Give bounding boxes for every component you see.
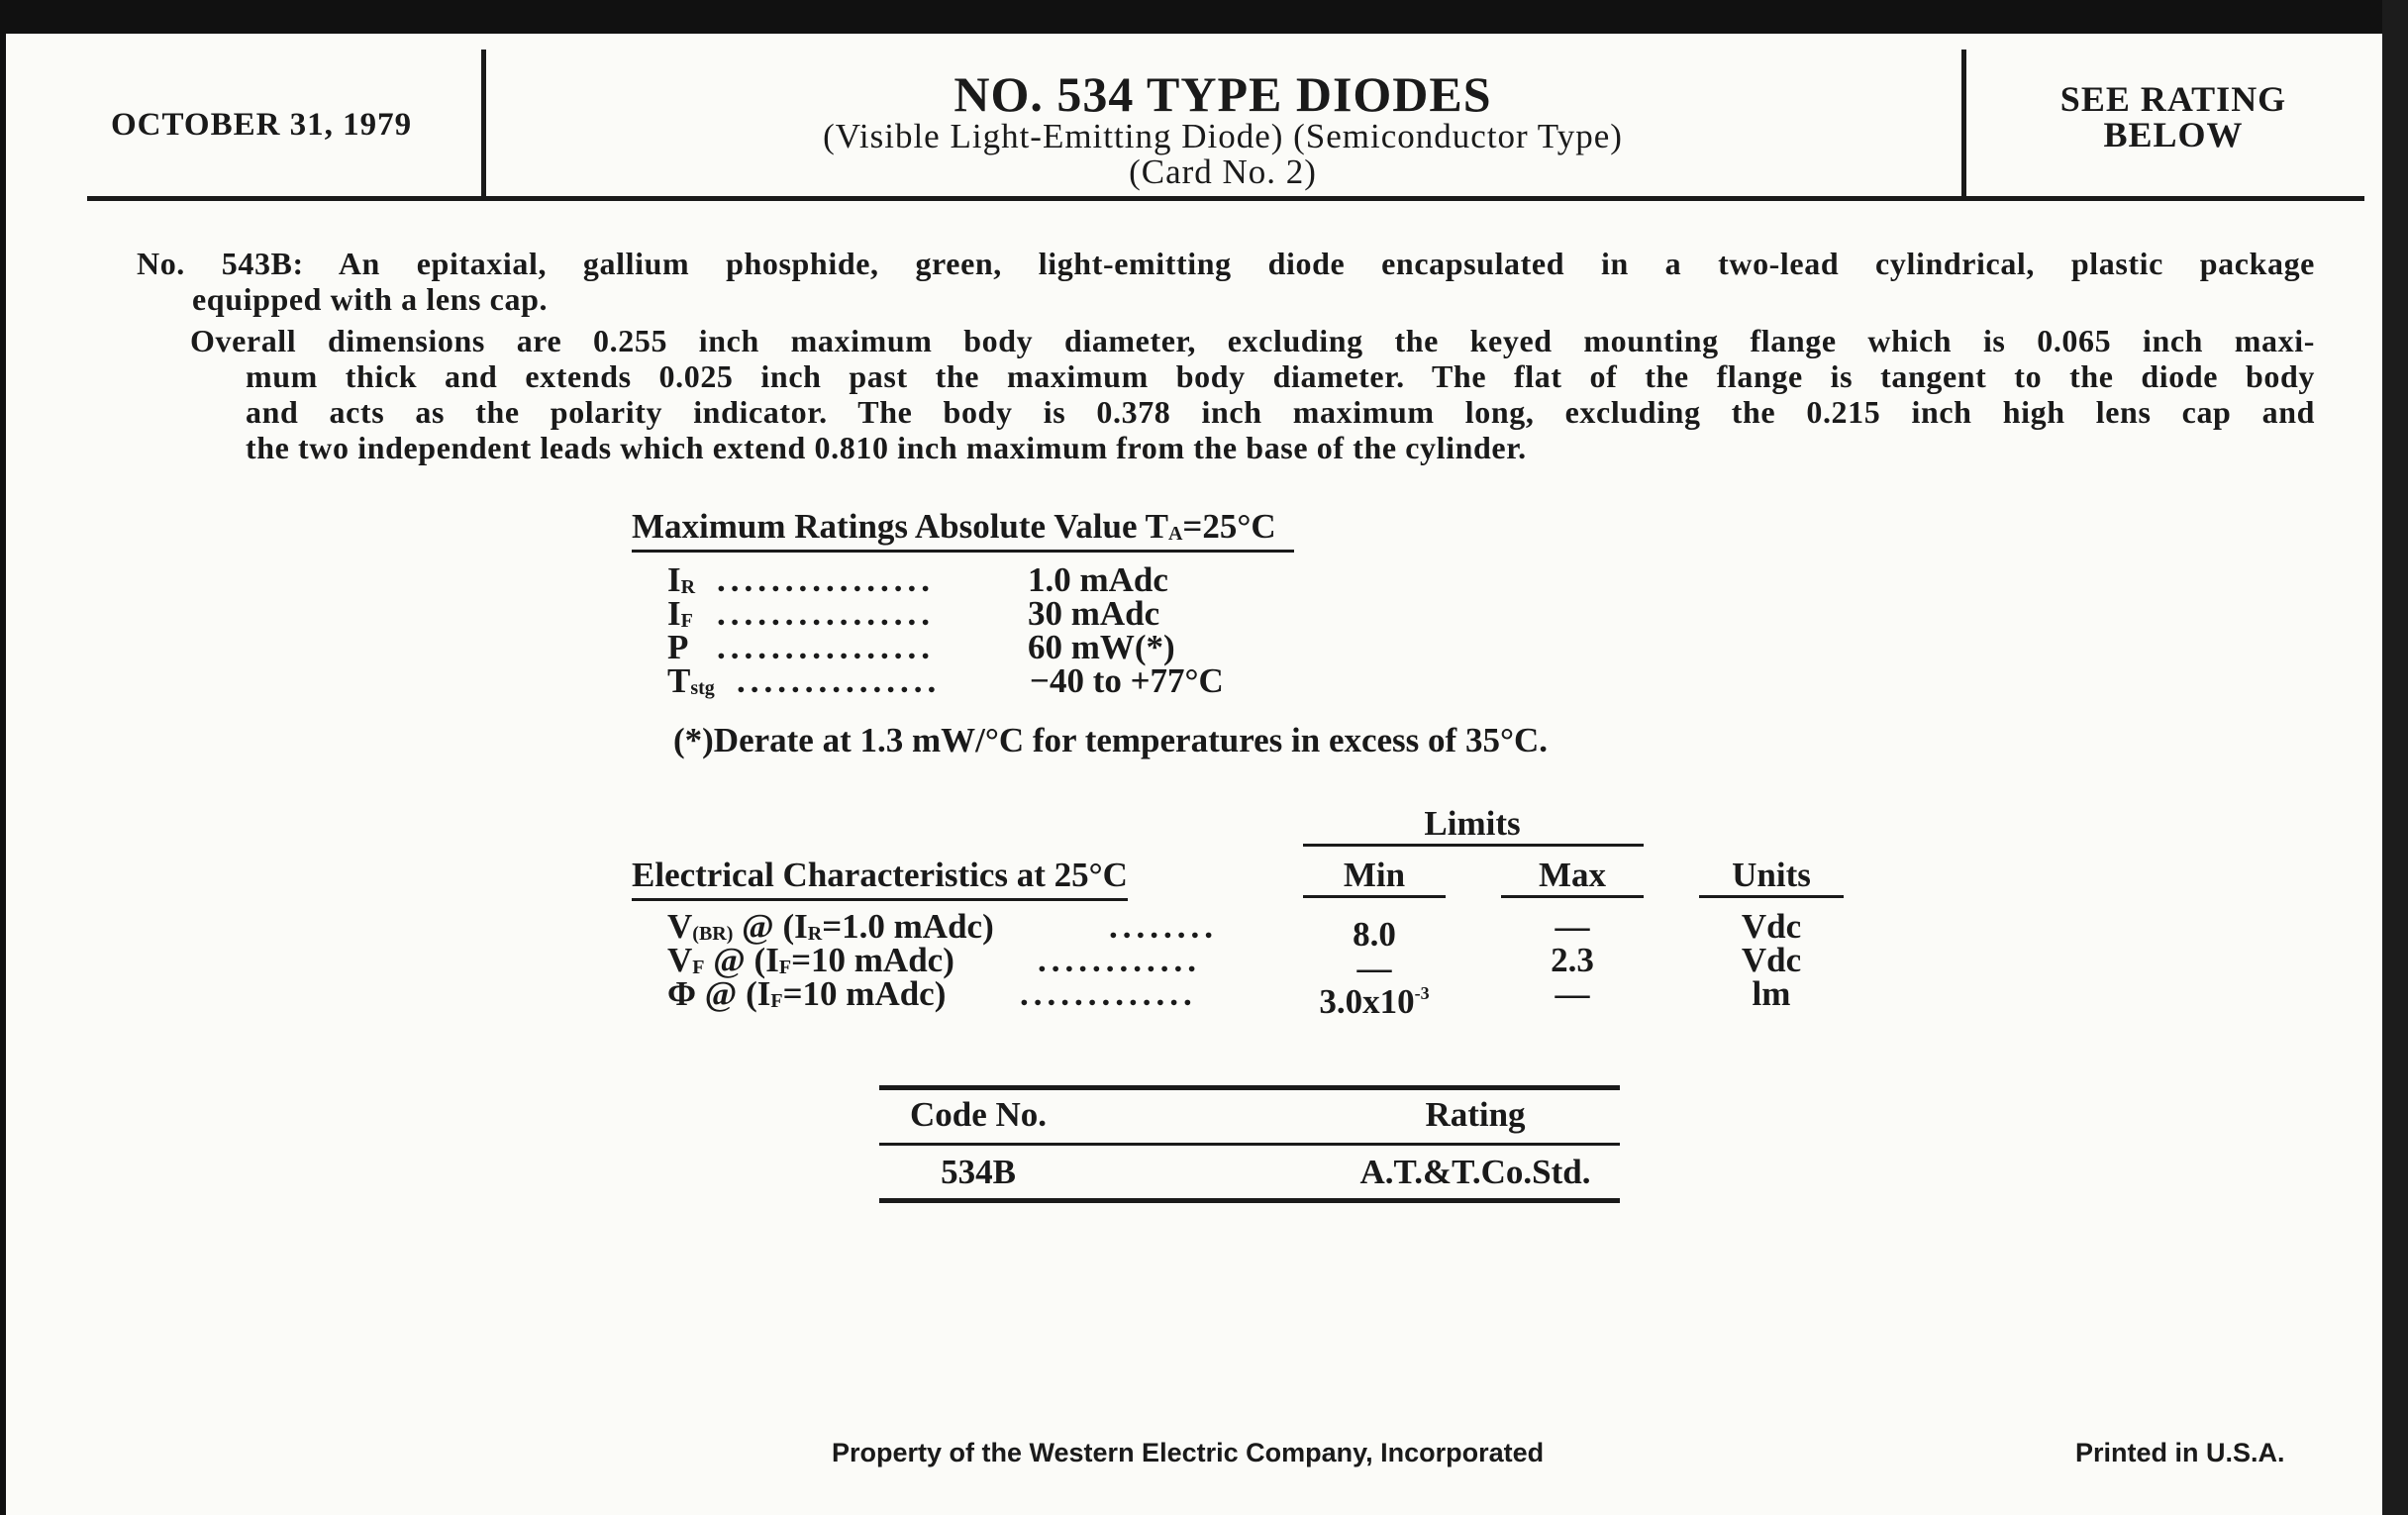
electrical-leader: ............ (1038, 941, 1201, 979)
desc-p1-line1: No. 543B: An epitaxial, gallium phosphide, green, light-emitting diode encapsulated in a two-lead cylindrical, plastic package (137, 246, 2315, 281)
description-paragraph-1 (137, 246, 2315, 317)
scan-edge (2382, 0, 2408, 1515)
card-number: (Card No. 2) (1129, 152, 1317, 191)
rating-symbol: T (667, 661, 691, 700)
min-exponent: -3 (1414, 983, 1430, 1003)
electrical-max: 2.3 (1551, 941, 1594, 979)
max-ratings-heading-tail: =25°C (1182, 507, 1276, 546)
param-condition-value: =10 mAdc) (791, 941, 954, 979)
description-paragraph-2 (190, 323, 2315, 465)
col-max-header: Max (1538, 856, 1607, 894)
rating-symbol: I (667, 594, 681, 633)
rating-value: 60 mW(*) (1028, 628, 1175, 666)
derate-note: (*)Derate at 1.3 mW/°C for temperatures in excess of 35°C. (673, 721, 1548, 759)
electrical-max: — (1555, 907, 1590, 946)
param-symbol: V (667, 907, 693, 946)
rating-note-line2: BELOW (2103, 115, 2244, 154)
min-value: — (1356, 949, 1392, 987)
printed-notice: Printed in U.S.A. (2075, 1438, 2285, 1467)
max-ratings-heading (632, 507, 1294, 547)
rating-symbol-sub: stg (690, 677, 715, 699)
col-max-rule (1501, 895, 1644, 898)
code-table-bottom-rule (879, 1198, 1620, 1203)
rating-symbol: I (667, 560, 681, 599)
header-rule (87, 196, 2364, 201)
param-symbol-sub: (BR) (692, 923, 734, 945)
rating-value: −40 to +77°C (1030, 661, 1224, 700)
rating-row (667, 663, 715, 706)
rating-leader: ................ (717, 628, 935, 666)
limits-rule (1303, 844, 1644, 847)
param-condition-value: =1.0 mAdc) (822, 907, 994, 946)
rating-symbol-sub: R (680, 576, 696, 598)
col-min-header: Min (1343, 856, 1406, 894)
electrical-leader: ........ (1109, 907, 1218, 946)
limits-label: Limits (1424, 804, 1521, 843)
param-symbol: V (667, 941, 693, 979)
min-value: 3.0x10 (1319, 982, 1415, 1021)
rating-leader: ............... (737, 661, 942, 700)
electrical-max: — (1555, 974, 1590, 1013)
col-units-rule (1699, 895, 1844, 898)
code-cell: 534B (941, 1153, 1016, 1191)
param-symbol-sub: F (692, 957, 705, 978)
col-units-header: Units (1732, 856, 1811, 894)
electrical-heading-text: Electrical Characteristics at 25°C (632, 856, 1128, 901)
rating-leader: ................ (717, 560, 935, 599)
param-condition-sub: F (778, 957, 792, 978)
property-notice: Property of the Western Electric Company, Incorporated (832, 1438, 1545, 1467)
max-ratings-heading-text: Maximum Ratings Absolute Value T (632, 507, 1168, 546)
rating-symbol-sub: F (680, 610, 693, 632)
desc-p2-line3: and acts as the polarity indicator. The body is 0.378 inch maximum long, excluding the 0.215 inch high lens cap and (246, 394, 2315, 430)
param-symbol: Φ (667, 974, 697, 1013)
rating-note (1970, 81, 2376, 152)
rating-value: 30 mAdc (1028, 594, 1160, 633)
param-condition-sub: R (807, 923, 823, 945)
min-value: 8.0 (1353, 915, 1396, 954)
max-ratings-heading-sub: A (1167, 523, 1183, 545)
param-condition-sub: F (770, 990, 783, 1012)
electrical-units: lm (1752, 974, 1791, 1013)
rating-leader: ................ (717, 594, 935, 633)
electrical-units: Vdc (1741, 941, 1802, 979)
electrical-heading (632, 856, 1128, 895)
electrical-param (667, 976, 946, 1019)
issue-date: OCTOBER 31, 1979 (111, 107, 413, 143)
rating-symbol: P (667, 628, 689, 666)
header-divider-right (1961, 50, 1966, 196)
code-table-top-rule (879, 1085, 1620, 1090)
page-title: NO. 534 TYPE DIODES (953, 66, 1492, 122)
rating-col-header: Rating (1425, 1095, 1526, 1134)
desc-p2-line1: Overall dimensions are 0.255 inch maximum body diameter, excluding the keyed mounting flange which is 0.065 inch maxi- (190, 323, 2315, 358)
electrical-leader: ............. (1020, 974, 1197, 1013)
desc-p1-line2: equipped with a lens cap. (192, 281, 549, 317)
param-condition-value: =10 mAdc) (782, 974, 947, 1013)
page-subtitle: (Visible Light-Emitting Diode) (Semiconductor Type) (823, 117, 1623, 155)
param-condition: @ (I (733, 907, 808, 946)
desc-p2-line2: mum thick and extends 0.025 inch past the maximum body diameter. The flat of the flange is tangent to the diode body (246, 358, 2315, 394)
col-min-rule (1303, 895, 1446, 898)
code-col-header: Code No. (909, 1095, 1048, 1134)
electrical-min (1303, 976, 1446, 1019)
desc-p2-line4: the two independent leads which extend 0.810 inch maximum from the base of the cylinder. (246, 430, 1527, 465)
electrical-units: Vdc (1741, 907, 1802, 946)
param-condition: @ (I (696, 974, 771, 1013)
rating-note-line1: SEE RATING (2059, 79, 2287, 119)
param-condition: @ (I (704, 941, 779, 979)
rating-value: 1.0 mAdc (1028, 560, 1168, 599)
rating-cell: A.T.&T.Co.Std. (1359, 1153, 1591, 1191)
code-table-header-rule (879, 1143, 1620, 1146)
